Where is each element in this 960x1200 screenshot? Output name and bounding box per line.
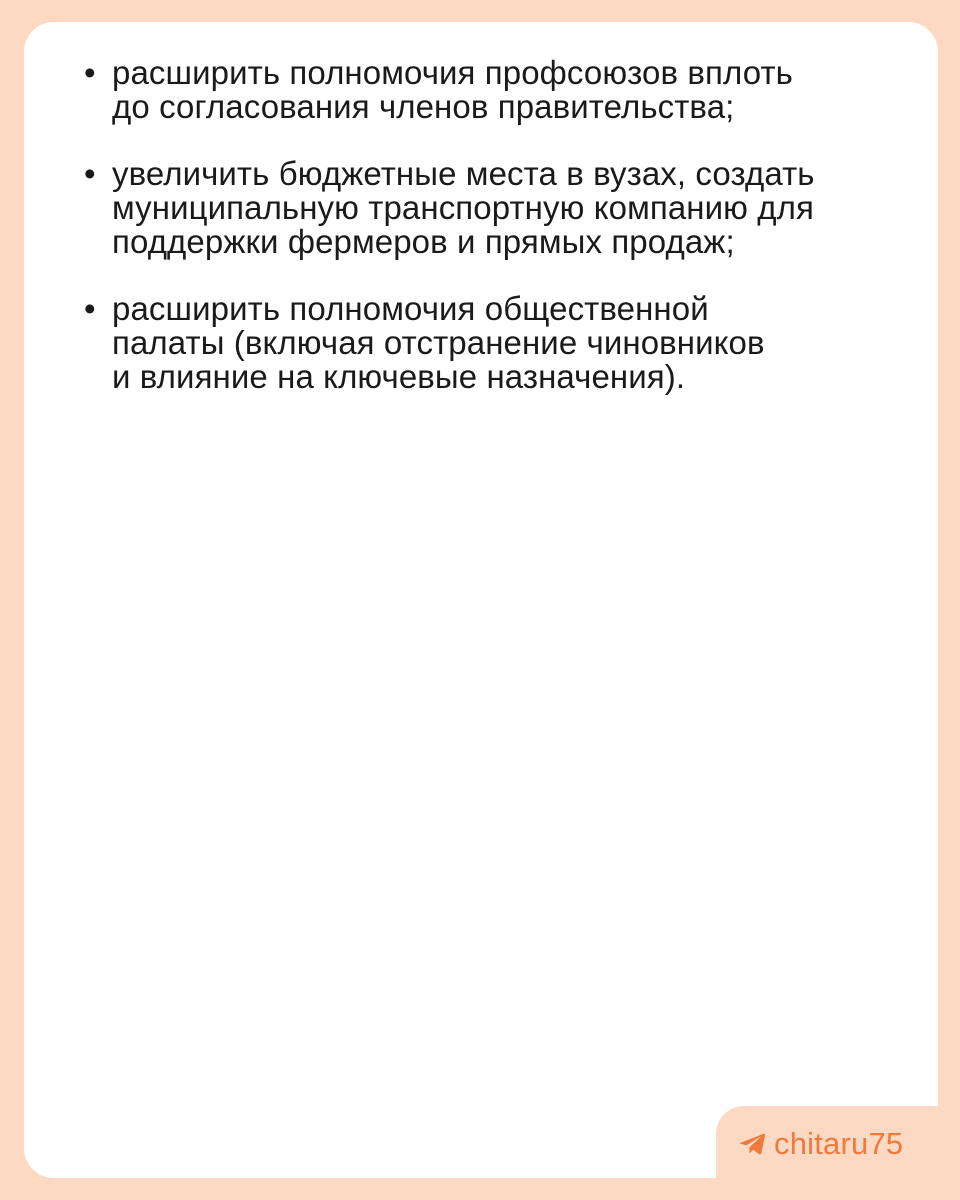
channel-badge[interactable] [716,1106,960,1200]
list-item [80,56,900,124]
list-item [80,292,900,394]
bullet-list [80,56,900,427]
channel-badge-content [738,1126,903,1162]
list-item-text: увеличить бюджетные места в вузах, создать муниципальную транспортную компанию для поддержки фермеров и прямых продаж; [112,155,815,260]
telegram-icon [738,1132,766,1156]
list-item-text: расширить полномочия профсоюзов вплоть до согласования членов правительства; [112,54,793,125]
list-item [80,157,900,259]
channel-name[interactable]: chitaru75 [774,1126,904,1161]
bullet-marker: • [84,155,96,192]
list-item-text: расширить полномочия общественной палаты (включая отстранение чиновников и влияние на ключевые назначения). [112,290,765,395]
content-card [24,22,938,1178]
bullet-marker: • [84,54,96,91]
bullet-marker: • [84,290,96,327]
